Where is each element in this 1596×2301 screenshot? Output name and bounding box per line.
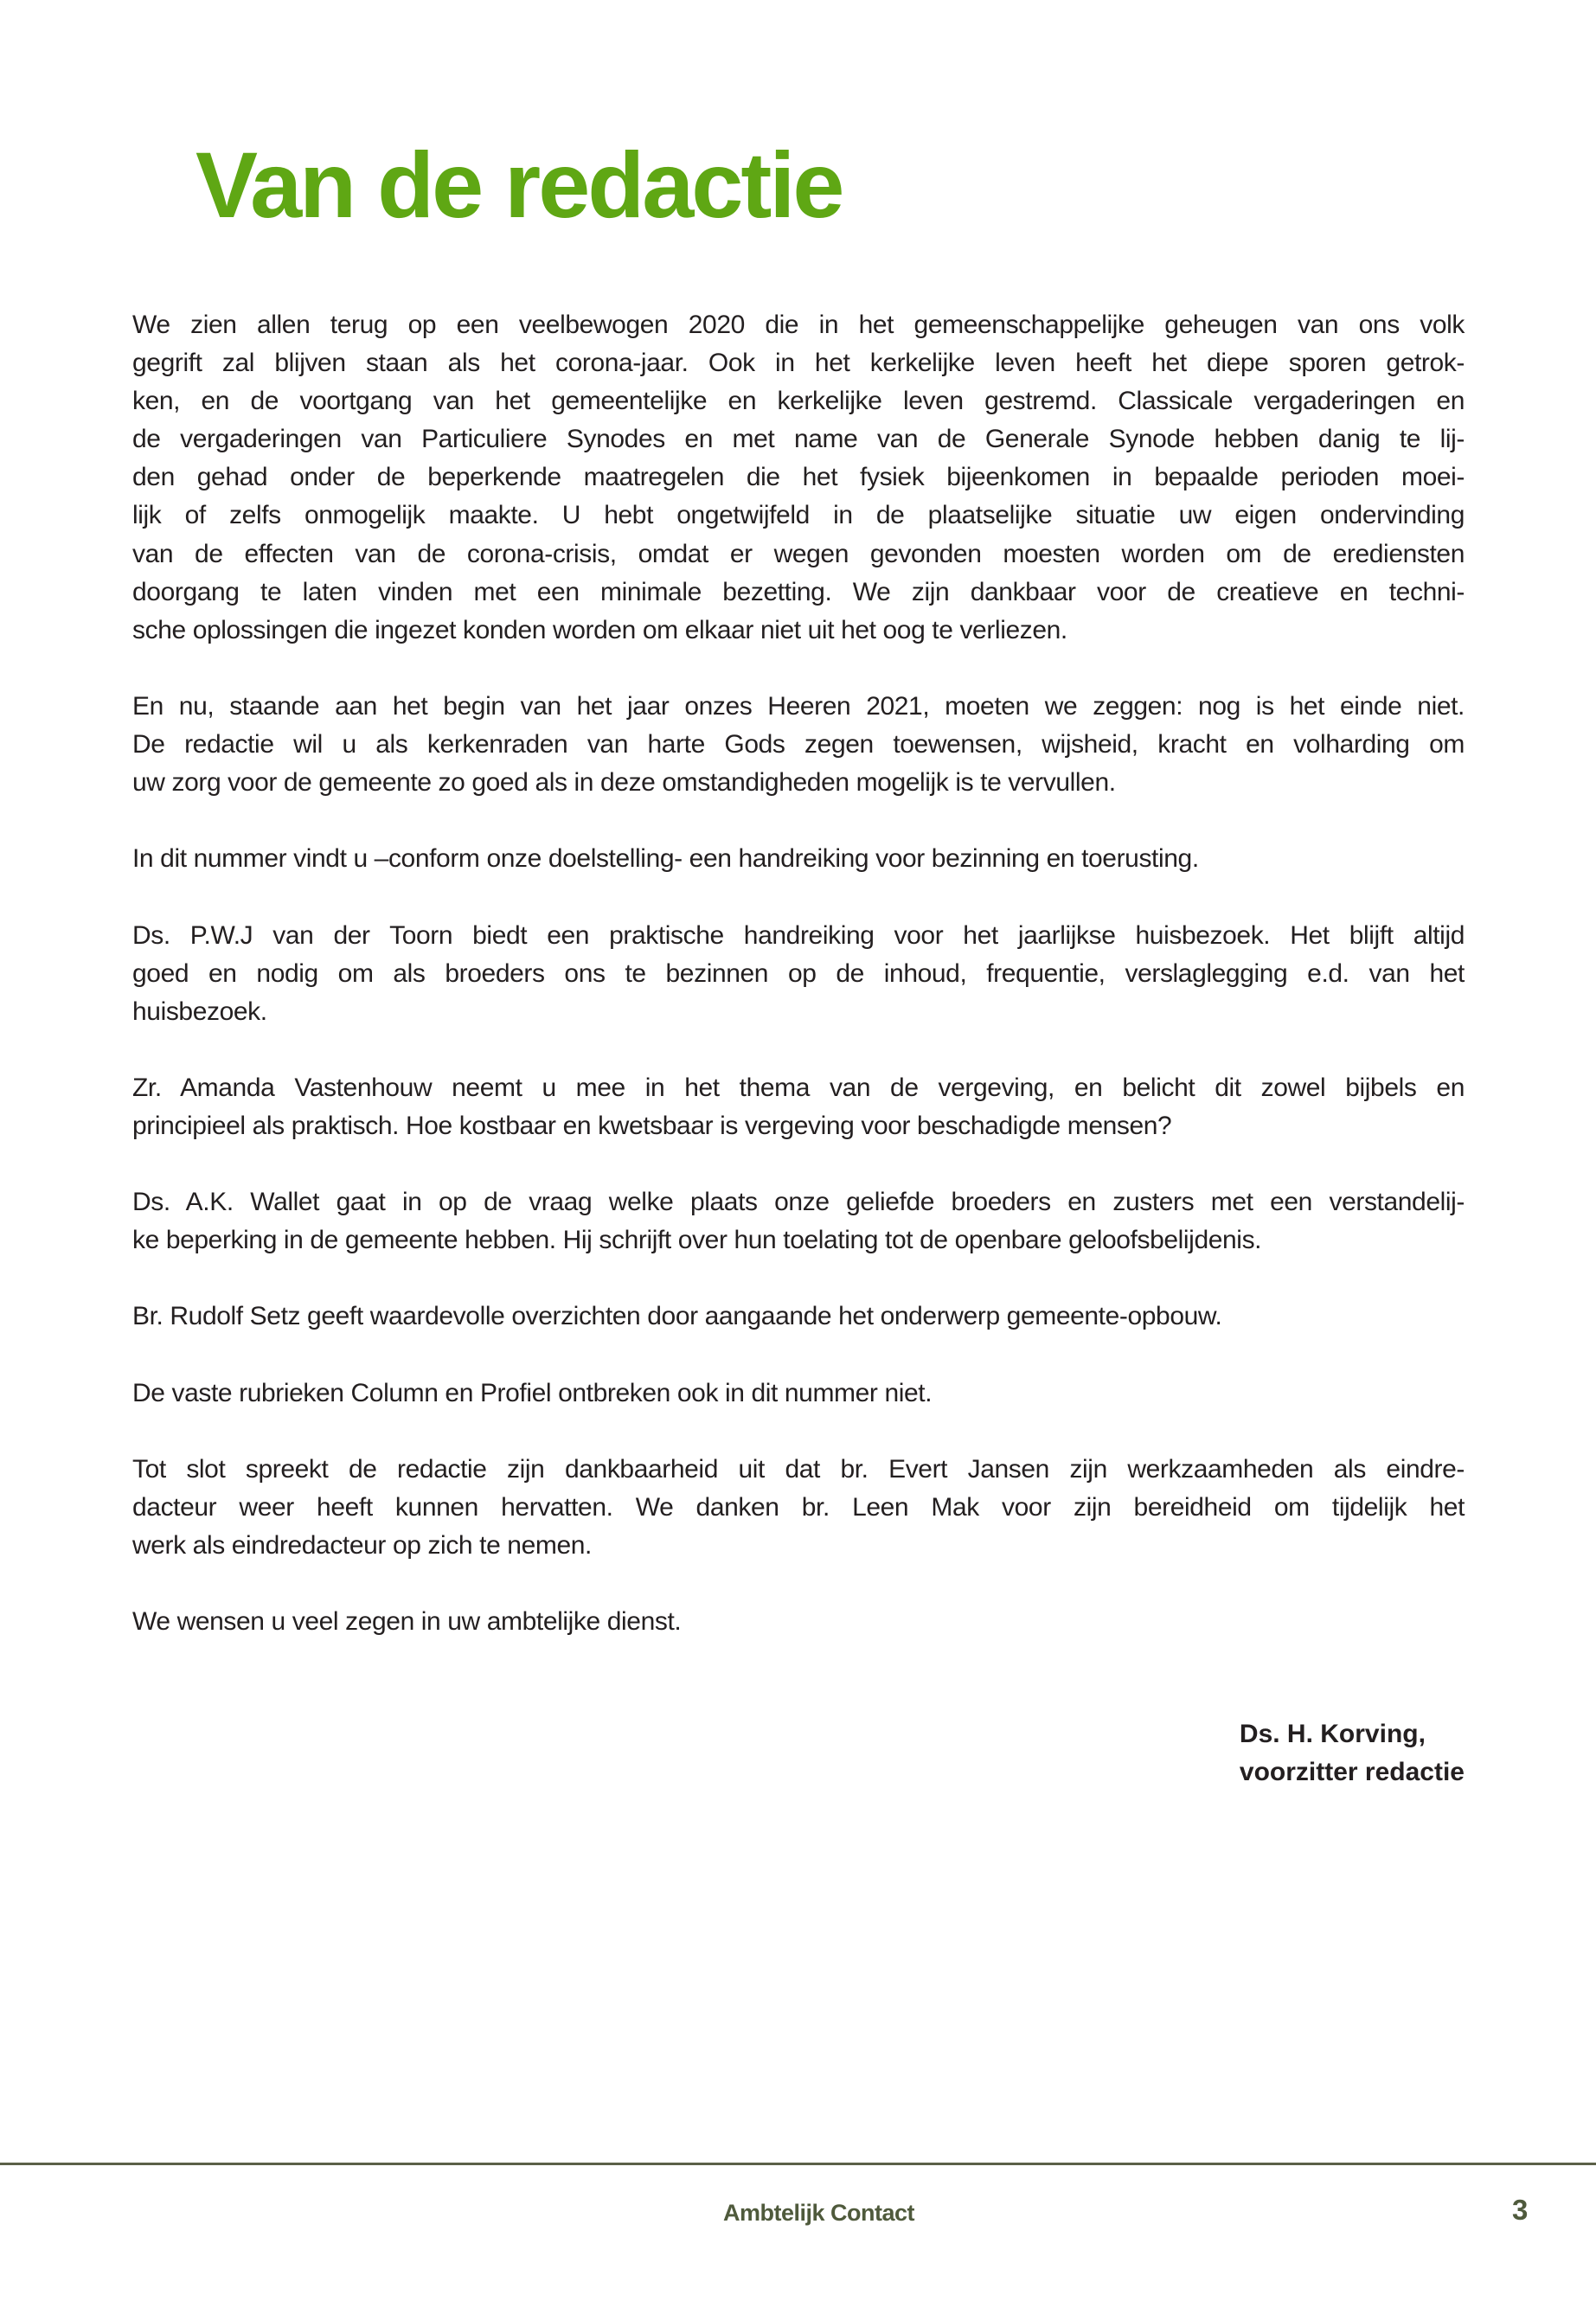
- text-line: dacteur weer heeft kunnen hervatten. We danken br. Leen Mak voor zijn bereidheid om tijdelijk het: [132, 1492, 1465, 1522]
- paragraph: [132, 1298, 1465, 1336]
- paragraph: [132, 688, 1465, 802]
- text-line: ken, en de voortgang van het gemeentelijke en kerkelijke leven gestremd. Classicale vergaderingen en: [132, 387, 1465, 416]
- text-line: huisbezoek.: [132, 997, 267, 1026]
- text-line: In dit nummer vindt u –conform onze doelstelling- een handreiking voor bezinning en toerusting.: [132, 844, 1199, 874]
- text-line: werk als eindredacteur op zich te nemen.: [132, 1531, 592, 1560]
- page-title: Van de redactie: [195, 132, 843, 237]
- paragraph: [132, 917, 1465, 1031]
- paragraph: [132, 1183, 1465, 1259]
- paragraph: [132, 1069, 1465, 1145]
- text-line: De vaste rubrieken Column en Profiel ontbreken ook in dit nummer niet.: [132, 1378, 933, 1407]
- text-line: De redactie wil u als kerkenraden van harte Gods zegen toewensen, wijsheid, kracht en volharding om: [132, 730, 1465, 760]
- text-line: principieel als praktisch. Hoe kostbaar en kwetsbaar is vergeving voor beschadigde mensen?: [132, 1111, 1172, 1140]
- signature-role: voorzitter redactie: [1239, 1758, 1465, 1787]
- paragraph: [132, 1451, 1465, 1565]
- text-line: de vergaderingen van Particuliere Synodes en met name van de Generale Synode hebben danig te lij-: [132, 425, 1465, 454]
- text-line: En nu, staande aan het begin van het jaar onzes Heeren 2021, moeten we zeggen: nog is het einde niet.: [132, 691, 1465, 721]
- text-line: van de effecten van de corona-crisis, omdat er wegen gevonden moesten worden om de erediensten: [132, 539, 1465, 568]
- text-line: ke beperking in de gemeente hebben. Hij schrijft over hun toelating tot de openbare geloofsbelijdenis.: [132, 1226, 1262, 1255]
- article-body: [132, 306, 1465, 1679]
- page-number: 3: [1512, 2194, 1529, 2226]
- signature: [1240, 1715, 1465, 1791]
- text-line: den gehad onder de beperkende maatregelen die het fysiek bijeenkomen in bepaalde perioden moei-: [132, 463, 1465, 492]
- text-line: goed en nodig om als broeders ons te bezinnen op de inhoud, frequentie, verslaglegging e.d. van het: [132, 958, 1465, 988]
- text-line: We zien allen terug op een veelbewogen 2020 die in het gemeenschappelijke geheugen van ons volk: [132, 311, 1465, 339]
- text-line: doorgang te laten vinden met een minimale bezetting. We zijn dankbaar voor de creatieve en techni-: [132, 577, 1465, 606]
- text-line: We wensen u veel zegen in uw ambtelijke dienst.: [132, 1607, 682, 1637]
- text-line: uw zorg voor de gemeente zo goed als in deze omstandigheden mogelijk is te vervullen.: [132, 768, 1116, 798]
- paragraph: [132, 840, 1465, 878]
- text-line: Br. Rudolf Setz geeft waardevolle overzichten door aangaande het onderwerp gemeente-opbouw.: [132, 1302, 1222, 1331]
- text-line: Zr. Amanda Vastenhouw neemt u mee in het thema van de vergeving, en belicht dit zowel bijbels en: [132, 1073, 1465, 1102]
- footer-publication-name: Ambtelijk Contact: [723, 2200, 915, 2226]
- paragraph: [132, 306, 1465, 650]
- paragraph: [132, 1375, 1465, 1413]
- text-line: Ds. A.K. Wallet gaat in op de vraag welke plaats onze geliefde broeders en zusters met een verstandelij-: [132, 1188, 1465, 1217]
- text-line: Ds. P.W.J van der Toorn biedt een praktische handreiking voor het jaarlijkse huisbezoek. Het blijft altijd: [132, 920, 1465, 950]
- footer-divider: [0, 2163, 1596, 2165]
- text-line: Tot slot spreekt de redactie zijn dankbaarheid uit dat br. Evert Jansen zijn werkzaamheden als eindre-: [132, 1454, 1465, 1484]
- text-line: gegrift zal blijven staan als het corona-jaar. Ook in het kerkelijke leven heeft het diepe sporen getrok-: [132, 349, 1465, 378]
- text-line: lijk of zelfs onmogelijk maakte. U hebt ongetwijfeld in de plaatselijke situatie uw eigen ondervinding: [132, 501, 1465, 530]
- text-line: sche oplossingen die ingezet konden worden om elkaar niet uit het oog te verliezen.: [132, 615, 1067, 644]
- signature-name: Ds. H. Korving,: [1239, 1720, 1426, 1748]
- paragraph: [132, 1603, 1465, 1641]
